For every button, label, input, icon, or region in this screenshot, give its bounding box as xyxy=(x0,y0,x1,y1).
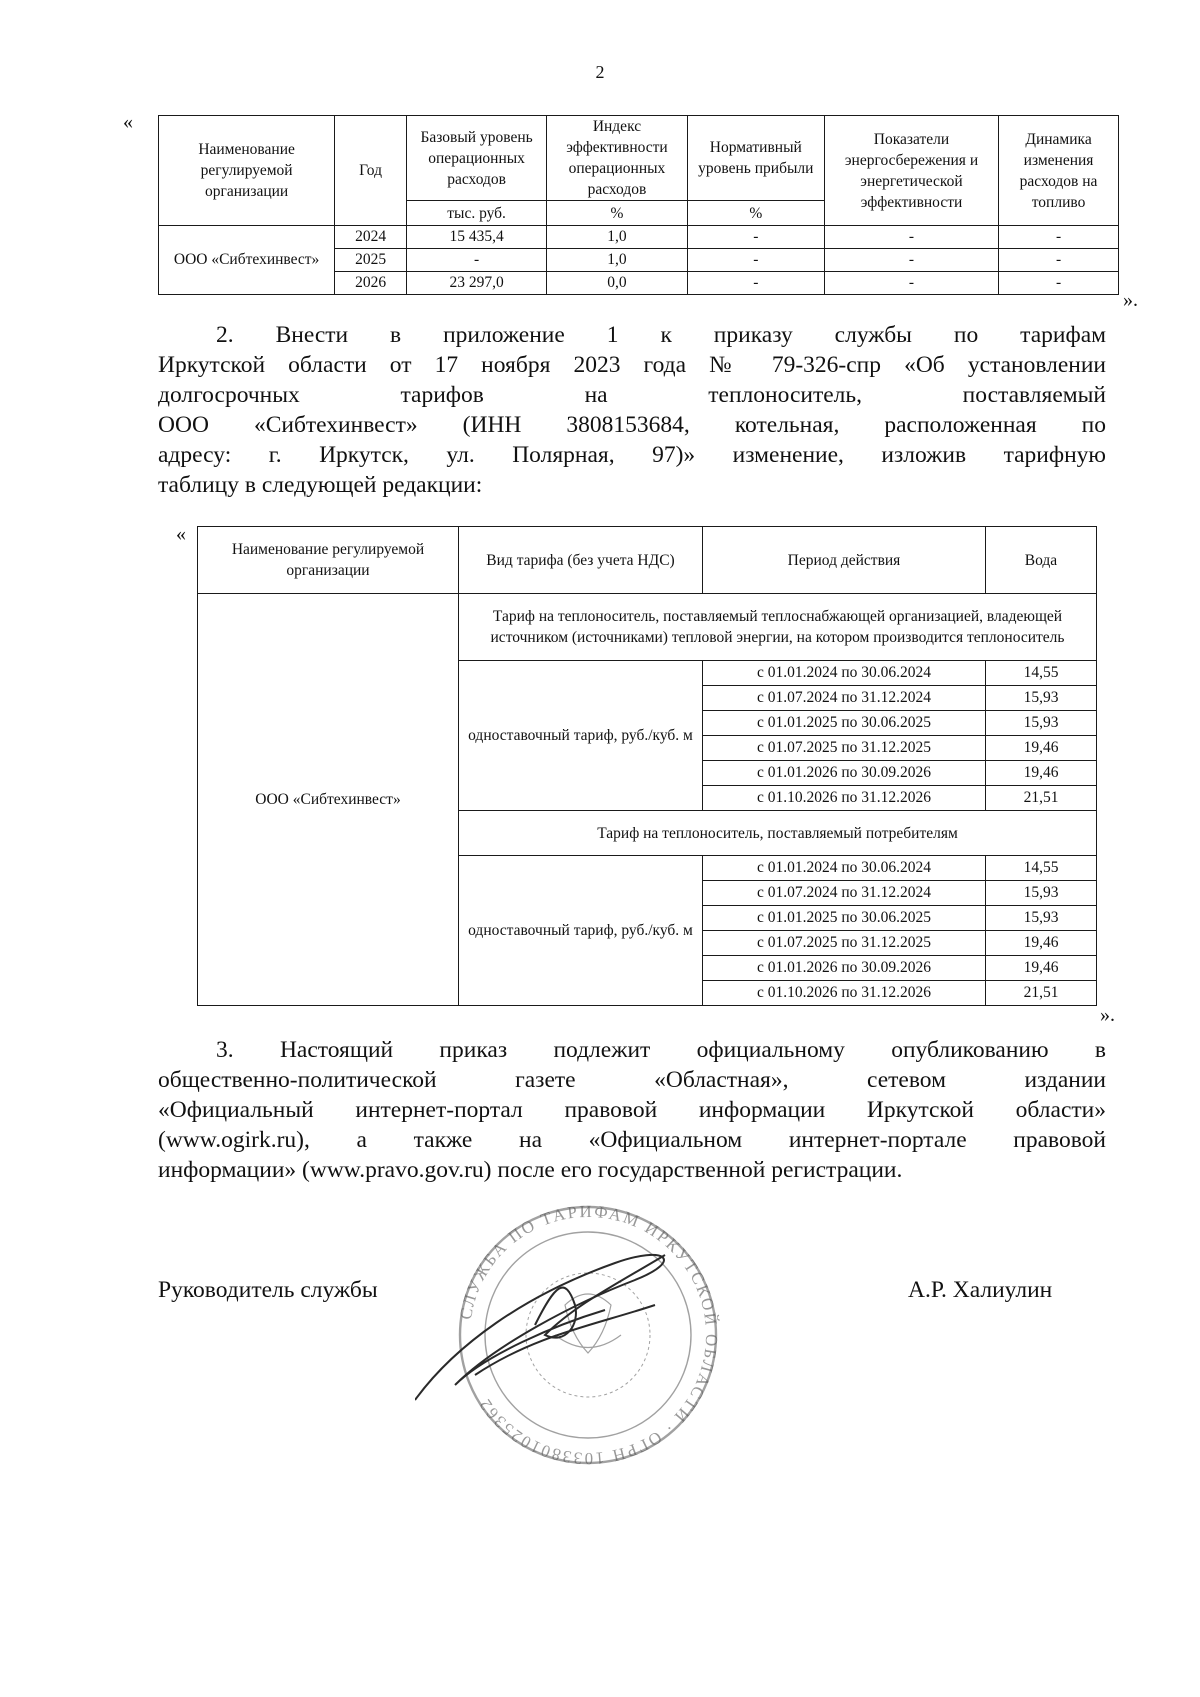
table1-organization: ООО «Сибтехинвест» xyxy=(159,226,335,295)
table2-period: с 01.01.2024 по 30.06.2024 xyxy=(703,856,986,881)
page-number: 2 xyxy=(595,62,605,82)
table2-value: 19,46 xyxy=(986,761,1097,786)
table2-period: с 01.01.2025 по 30.06.2025 xyxy=(703,906,986,931)
table1-header-profit-level: Нормативный уровень прибыли xyxy=(687,116,824,201)
table1-index: 0,0 xyxy=(547,272,687,295)
table1-unit-percent: % xyxy=(687,201,824,226)
table1-header-year: Год xyxy=(335,116,407,226)
table2-period: с 01.01.2026 по 30.09.2026 xyxy=(703,956,986,981)
table2-period: с 01.01.2024 по 30.06.2024 xyxy=(703,661,986,686)
table1-energy: - xyxy=(824,226,998,249)
table2-value: 15,93 xyxy=(986,881,1097,906)
table2-value: 19,46 xyxy=(986,736,1097,761)
table1-profit: - xyxy=(687,226,824,249)
table2-value: 21,51 xyxy=(986,786,1097,811)
table2-period: с 01.07.2025 по 31.12.2025 xyxy=(703,736,986,761)
table1-base: - xyxy=(406,249,546,272)
table2-value: 21,51 xyxy=(986,981,1097,1006)
official-seal-stamp xyxy=(415,1185,755,1470)
paragraph-3 xyxy=(158,1035,1106,1185)
table2-open-quote: « xyxy=(176,523,186,545)
table1-index: 1,0 xyxy=(547,226,687,249)
table1-energy: - xyxy=(824,249,998,272)
table1-energy: - xyxy=(824,272,998,295)
paragraph-2-line: адресу: г. Иркутск, ул. Полярная, 97)» изменение, изложив тарифную xyxy=(158,442,1106,468)
seal-text: СЛУЖБА ПО ТАРИФАМ ИРКУТСКОЙ ОБЛАСТИ · ОГРН 1033801025362 xyxy=(455,1201,722,1469)
paragraph-3-line: (www.ogirk.ru), а также на «Официальном интернет-портале правовой xyxy=(158,1127,1106,1153)
table1-base: 15 435,4 xyxy=(406,226,546,249)
paragraph-3-line: «Официальный интернет-портал правовой информации Иркутской области» xyxy=(158,1097,1106,1123)
table-row xyxy=(159,226,1119,249)
paragraph-2-line: Иркутской области от 17 ноября 2023 года № 79-326-спр «Об установлении xyxy=(158,352,1106,378)
table2-tariff-type: одноставочный тариф, руб./куб. м xyxy=(459,856,703,1006)
signature-position: Руководитель службы xyxy=(158,1277,378,1303)
signatory-name: А.Р. Халиулин xyxy=(908,1277,1053,1303)
paragraph-2-line: 2. Внести в приложение 1 к приказу службы по тарифам xyxy=(216,322,1106,348)
table1-year: 2024 xyxy=(335,226,407,249)
table2-section-caption: Тариф на теплоноситель, поставляемый потребителям xyxy=(459,811,1097,856)
table2-organization: ООО «Сибтехинвест» xyxy=(198,594,459,1006)
paragraph-3-line: общественно-политической газете «Областная», сетевом издании xyxy=(158,1067,1106,1093)
table2-header-row xyxy=(198,527,1097,594)
paragraph-2 xyxy=(158,320,1106,500)
table2-period: с 01.07.2025 по 31.12.2025 xyxy=(703,931,986,956)
table2-close-quote: ». xyxy=(1100,1004,1115,1026)
table2-value: 19,46 xyxy=(986,931,1097,956)
table1-open-quote: « xyxy=(123,111,133,133)
paragraph-2-line: ООО «Сибтехинвест» (ИНН 3808153684, котельная, расположенная по xyxy=(158,412,1106,438)
table1-profit: - xyxy=(687,249,824,272)
paragraph-3-line: 3. Настоящий приказ подлежит официальному опубликованию в xyxy=(216,1037,1106,1063)
paragraph-3-line: информации» (www.pravo.gov.ru) после его государственной регистрации. xyxy=(158,1157,903,1183)
table1-header-organization: Наименование регулируемой организации xyxy=(159,116,335,226)
table2-value: 14,55 xyxy=(986,661,1097,686)
handwritten-signature xyxy=(415,1255,665,1400)
table2-period: с 01.07.2024 по 31.12.2024 xyxy=(703,686,986,711)
table1-header-base-level: Базовый уровень операционных расходов xyxy=(406,116,546,201)
table2-period: с 01.01.2026 по 30.09.2026 xyxy=(703,761,986,786)
table2-header-organization: Наименование регулируемой организации xyxy=(198,527,459,594)
table1-close-quote: ». xyxy=(1123,289,1138,311)
paragraph-2-line: долгосрочных тарифов на теплоноситель, поставляемый xyxy=(158,382,1106,408)
table1-year: 2026 xyxy=(335,272,407,295)
table1-fuel: - xyxy=(999,226,1119,249)
table2-period: с 01.07.2024 по 31.12.2024 xyxy=(703,881,986,906)
table2-period: с 01.01.2025 по 30.06.2025 xyxy=(703,711,986,736)
table2-value: 15,93 xyxy=(986,686,1097,711)
table2-section-caption-row xyxy=(198,594,1097,661)
table2-header-water: Вода xyxy=(986,527,1097,594)
table2-header-tariff-type: Вид тарифа (без учета НДС) xyxy=(459,527,703,594)
table1-base: 23 297,0 xyxy=(406,272,546,295)
table2-value: 14,55 xyxy=(986,856,1097,881)
table1-header-efficiency-index: Индекс эффективности операционных расходов xyxy=(547,116,687,201)
paragraph-2-line: таблицу в следующей редакции: xyxy=(158,472,483,498)
table2-tariff-type: одноставочный тариф, руб./куб. м xyxy=(459,661,703,811)
table2-section-caption: Тариф на теплоноситель, поставляемый теплоснабжающей организацией, владеющей источником (источниками) тепловой энергии, на котором производится теплоноситель xyxy=(459,594,1097,661)
table1-index: 1,0 xyxy=(547,249,687,272)
table2-period: с 01.10.2026 по 31.12.2026 xyxy=(703,981,986,1006)
table2-value: 19,46 xyxy=(986,956,1097,981)
table-operating-expenses xyxy=(158,115,1119,295)
table1-unit-percent: % xyxy=(547,201,687,226)
table1-unit-thousand-rub: тыс. руб. xyxy=(406,201,546,226)
table1-fuel: - xyxy=(999,249,1119,272)
table-coolant-tariffs xyxy=(197,526,1097,1006)
table2-value: 15,93 xyxy=(986,711,1097,736)
table2-period: с 01.10.2026 по 31.12.2026 xyxy=(703,786,986,811)
table2-value: 15,93 xyxy=(986,906,1097,931)
table1-year: 2025 xyxy=(335,249,407,272)
table2-header-period: Период действия xyxy=(703,527,986,594)
table1-header-energy-saving: Показатели энергосбережения и энергетической эффективности xyxy=(824,116,998,226)
table1-header-fuel-dynamics: Динамика изменения расходов на топливо xyxy=(999,116,1119,226)
table1-header-row xyxy=(159,116,1119,201)
table1-fuel: - xyxy=(999,272,1119,295)
table1-profit: - xyxy=(687,272,824,295)
